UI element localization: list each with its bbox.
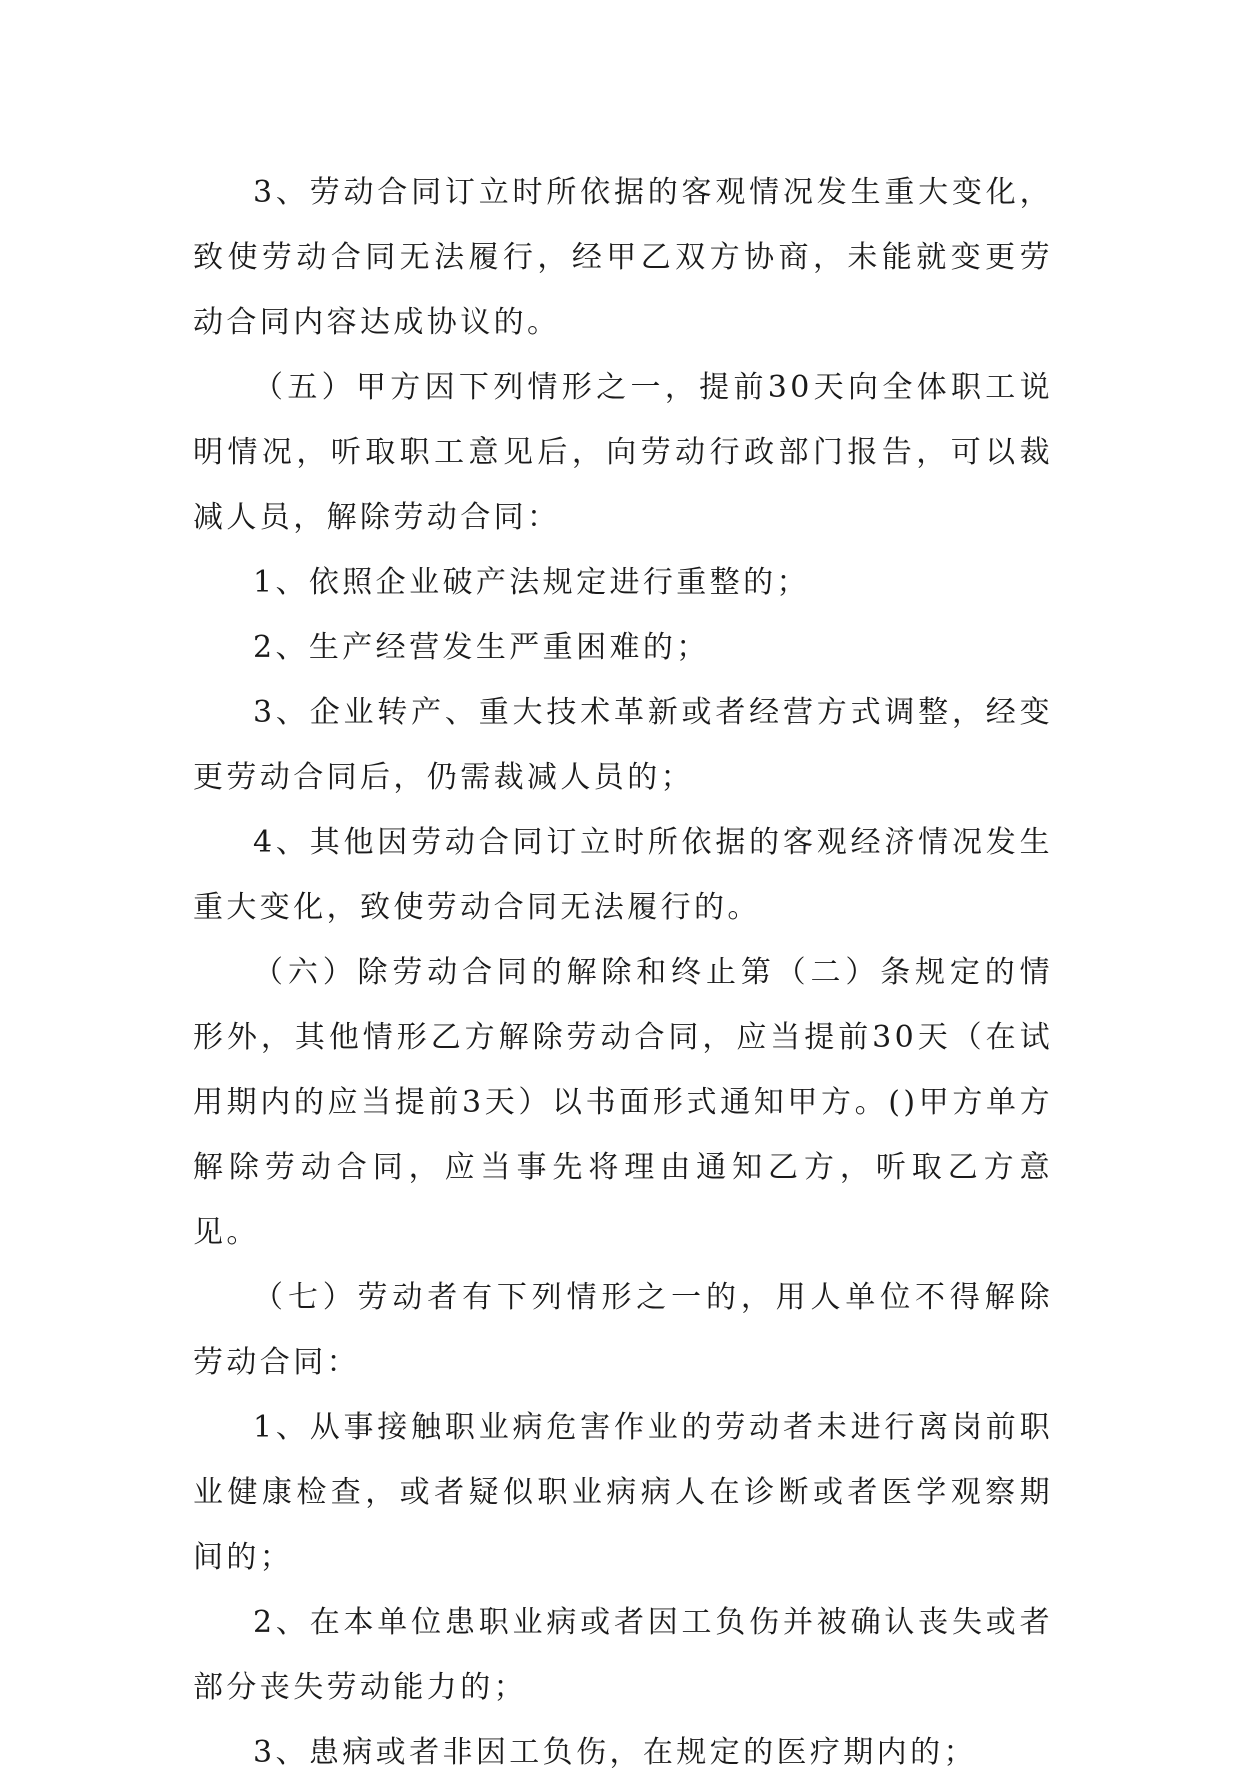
list-item: 1、依照企业破产法规定进行重整的； <box>253 565 810 600</box>
paragraph-clause-3: 3、劳动合同订立时所依据的客观情况发生重大变化，致使劳动合同无法履行，经甲乙双方协商，未能就变更劳动合同内容达成协议的。 <box>193 175 1053 340</box>
list-item: 3、患病或者非因工负伤，在规定的医疗期内的； <box>253 1735 977 1770</box>
document-body <box>193 160 1053 1785</box>
list-item: 2、在本单位患职业病或者因工负伤并被确认丧失或者部分丧失劳动能力的； <box>193 1605 1053 1705</box>
paragraph-section-5: （五）甲方因下列情形之一，提前30天向全体职工说明情况，听取职工意见后，向劳动行政部门报告，可以裁减人员，解除劳动合同： <box>193 370 1053 535</box>
list-item: 4、其他因劳动合同订立时所依据的客观经济情况发生重大变化，致使劳动合同无法履行的。 <box>193 825 1053 925</box>
list-item: 3、企业转产、重大技术革新或者经营方式调整，经变更劳动合同后，仍需裁减人员的； <box>193 695 1053 795</box>
list-item: 1、从事接触职业病危害作业的劳动者未进行离岗前职业健康检查，或者疑似职业病病人在诊断或者医学观察期间的； <box>193 1410 1053 1575</box>
paragraph-section-6: （六）除劳动合同的解除和终止第（二）条规定的情形外，其他情形乙方解除劳动合同，应当提前30天（在试用期内的应当提前3天）以书面形式通知甲方。()甲方单方解除劳动合同，应当事先将理由通知乙方，听取乙方意见。 <box>193 955 1053 1250</box>
paragraph-section-7: （七）劳动者有下列情形之一的，用人单位不得解除劳动合同： <box>193 1280 1053 1380</box>
list-item: 2、生产经营发生严重困难的； <box>253 630 710 665</box>
